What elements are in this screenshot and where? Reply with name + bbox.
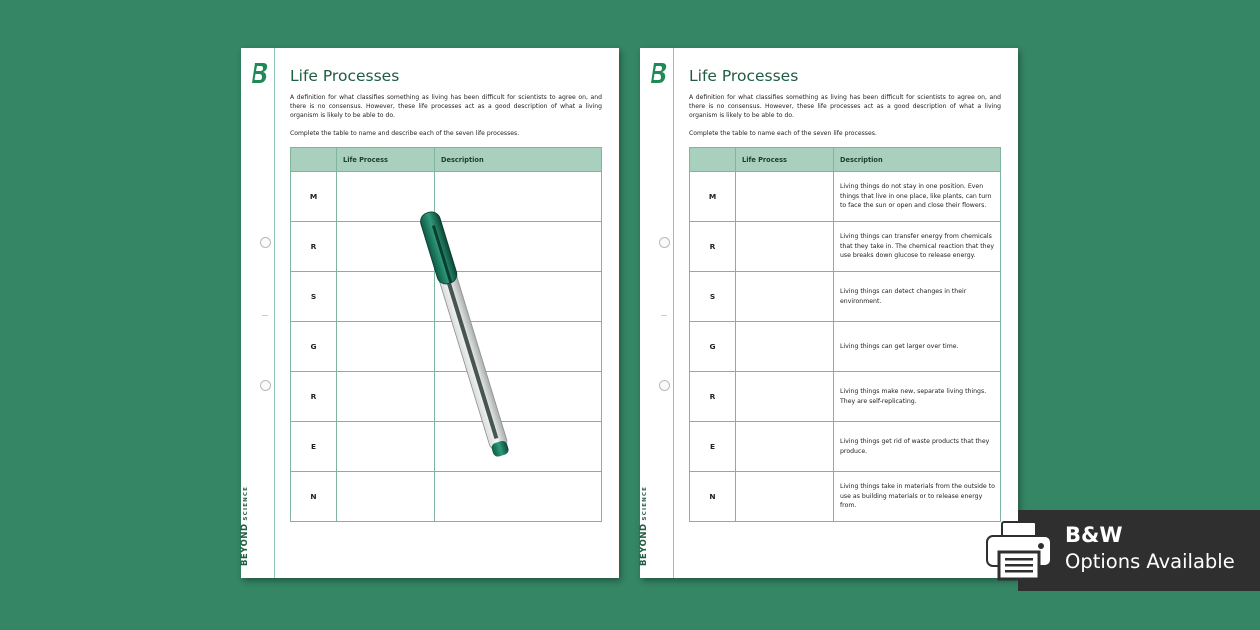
process-cell[interactable] (736, 322, 834, 372)
fold-mark (262, 315, 268, 316)
badge-subtitle: Options Available (1065, 550, 1235, 573)
worksheet-page-right (640, 48, 1018, 578)
table-row (690, 422, 1001, 472)
letter-cell: S (690, 272, 736, 322)
margin-line (673, 48, 674, 578)
process-cell[interactable] (736, 172, 834, 222)
header-cell-description: Description (435, 148, 602, 172)
life-process-table (689, 147, 1001, 522)
process-cell[interactable] (337, 472, 435, 522)
intro-paragraph: A definition for what classifies something as living has been difficult for scientists to agree on, and there is no consensus. However, these life processes act as a good description of what a living organism is likely to be able to do. (689, 94, 1001, 119)
intro-paragraph: A definition for what classifies something as living has been difficult for scientists to agree on, and there is no consensus. However, these life processes act as a good description of what a living organism is likely to be able to do. (290, 94, 602, 119)
letter-cell: G (690, 322, 736, 372)
margin-line (274, 48, 275, 578)
letter-cell: R (690, 222, 736, 272)
letter-cell: R (690, 372, 736, 422)
table-row (690, 322, 1001, 372)
letter-cell: N (690, 472, 736, 522)
header-cell-process: Life Process (736, 148, 834, 172)
badge-title: B&W (1065, 523, 1123, 547)
table-row (690, 222, 1001, 272)
instruction-text: Complete the table to name each of the seven life processes. (689, 130, 877, 137)
printer-icon (985, 519, 1053, 581)
punch-hole (659, 380, 670, 391)
bw-options-badge (1018, 510, 1260, 591)
beyond-logo-icon (251, 61, 269, 85)
table-row (291, 472, 602, 522)
letter-cell: M (690, 172, 736, 222)
letter-cell: R (291, 222, 337, 272)
table-row (690, 372, 1001, 422)
page-title: Life Processes (689, 67, 799, 85)
process-cell[interactable] (736, 222, 834, 272)
brand-wordmark: BEYONDSCIENCE (240, 485, 250, 566)
beyond-logo-icon (650, 61, 668, 85)
letter-cell: E (291, 422, 337, 472)
punch-hole (659, 237, 670, 248)
letter-cell: M (291, 172, 337, 222)
description-cell: Living things get rid of waste products that they produce. (834, 422, 1001, 472)
pen-icon (415, 203, 515, 465)
punch-hole (260, 380, 271, 391)
table-header-row (291, 148, 602, 172)
punch-hole (260, 237, 271, 248)
description-cell[interactable] (435, 472, 602, 522)
process-cell[interactable] (736, 272, 834, 322)
header-cell-process: Life Process (337, 148, 435, 172)
brand-wordmark: BEYONDSCIENCE (639, 485, 649, 566)
letter-cell: R (291, 372, 337, 422)
description-cell: Living things can detect changes in their environment. (834, 272, 1001, 322)
process-cell[interactable] (736, 372, 834, 422)
description-cell: Living things do not stay in one position. Even things that live in one place, like plants, can turn to face the sun or open and close their flowers. (834, 172, 1001, 222)
table-row (690, 472, 1001, 522)
fold-mark (661, 315, 667, 316)
table-row (690, 172, 1001, 222)
process-cell[interactable] (736, 472, 834, 522)
description-cell: Living things can transfer energy from chemicals that they take in. The chemical reaction that they use breaks down glucose to release energy. (834, 222, 1001, 272)
header-cell-letter (690, 148, 736, 172)
letter-cell: E (690, 422, 736, 472)
process-cell[interactable] (736, 422, 834, 472)
letter-cell: N (291, 472, 337, 522)
table-header-row (690, 148, 1001, 172)
letter-cell: G (291, 322, 337, 372)
page-title: Life Processes (290, 67, 400, 85)
header-cell-description: Description (834, 148, 1001, 172)
description-cell: Living things can get larger over time. (834, 322, 1001, 372)
description-cell: Living things make new, separate living things. They are self-replicating. (834, 372, 1001, 422)
table-row (690, 272, 1001, 322)
letter-cell: S (291, 272, 337, 322)
header-cell-letter (291, 148, 337, 172)
description-cell: Living things take in materials from the outside to use as building materials or to release energy from. (834, 472, 1001, 522)
instruction-text: Complete the table to name and describe each of the seven life processes. (290, 130, 520, 137)
